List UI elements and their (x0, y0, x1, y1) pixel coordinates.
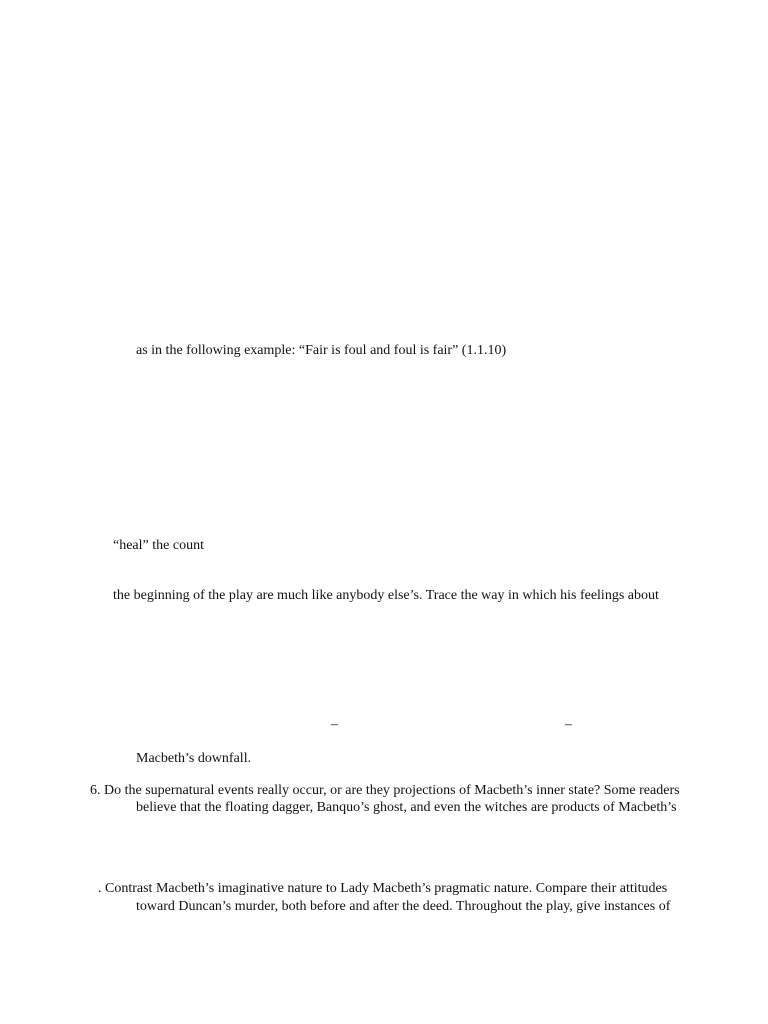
question-6-line-1: 6. Do the supernatural events really occur, or are they projections of Macbeth’s inner state? Some readers (90, 783, 680, 798)
question-contrast-line-1: . Contrast Macbeth’s imaginative nature to Lady Macbeth’s pragmatic nature. Compare their attitudes (98, 881, 668, 896)
question-6-line-2: believe that the floating dagger, Banquo’s ghost, and even the witches are products of Macbeth’s (136, 800, 677, 815)
text-line-macbeth-downfall: Macbeth’s downfall. (136, 751, 252, 766)
question-contrast-line-2: toward Duncan’s murder, both before and after the deed. Throughout the play, give instances of (136, 899, 671, 914)
text-line-heal-count: “heal” the count (113, 538, 204, 553)
text-line-example-quote: as in the following example: “Fair is foul and foul is fair” (1.1.10) (136, 343, 507, 358)
text-dash-left: – (331, 717, 338, 732)
text-dash-right: – (565, 717, 572, 732)
text-line-beginning-of-play: the beginning of the play are much like anybody else’s. Trace the way in which his feelings about (113, 588, 659, 603)
